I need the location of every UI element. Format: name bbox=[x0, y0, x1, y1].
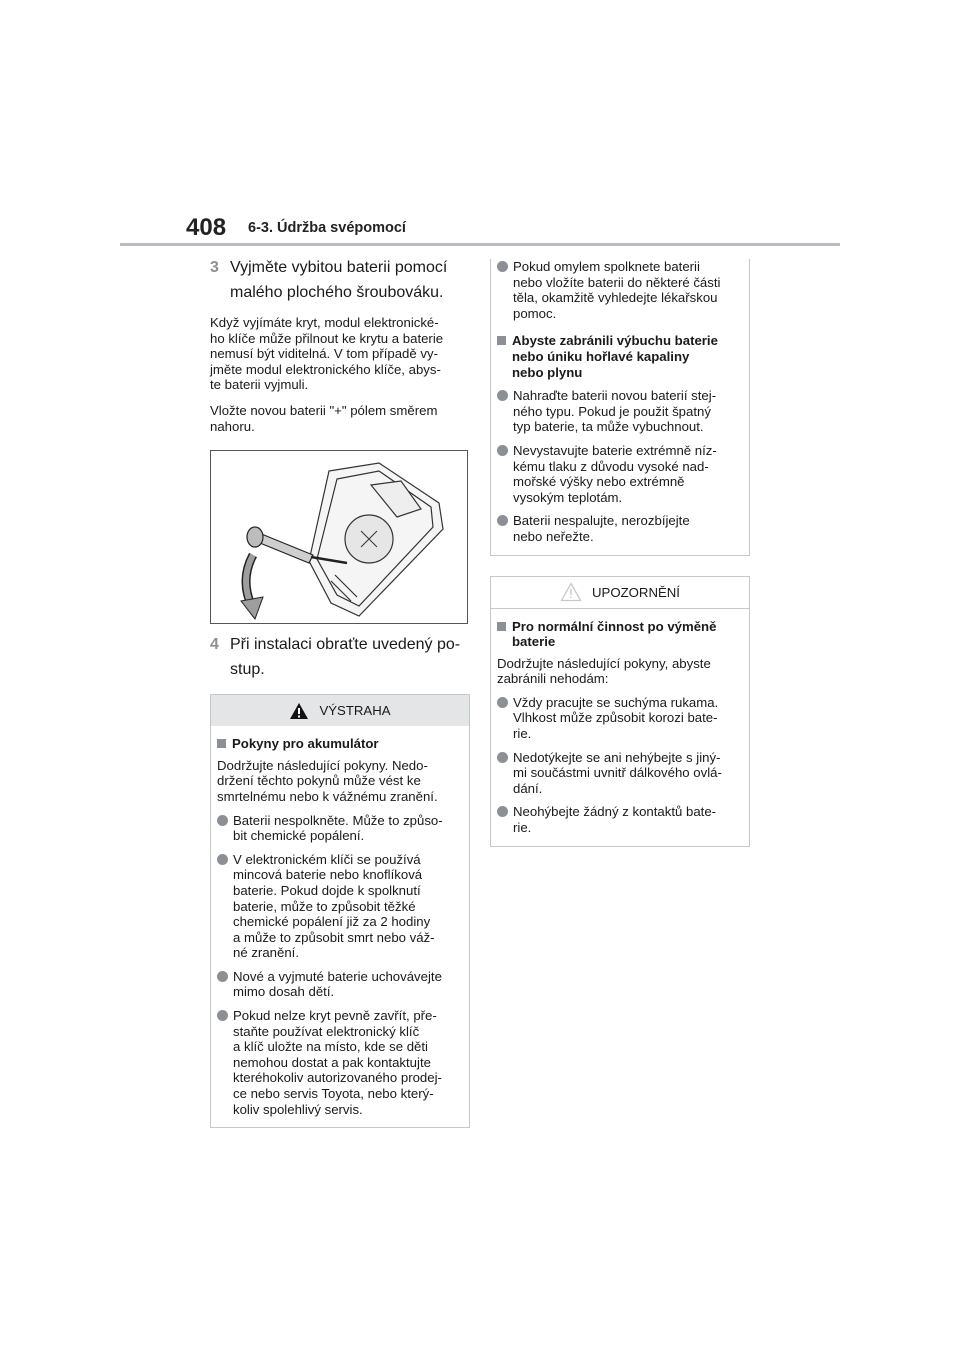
step-text: Při instalaci obraťte uvedený po- stup. bbox=[230, 636, 461, 679]
caution-header bbox=[491, 577, 749, 609]
list-item: Pokud nelze kryt pevně zavřít, pře- staňte používat elektronický klíč a klíč uložte na místo, kde se děti nemohou dostat a pak kontaktujte kteréhokoliv autorizovaného prodej- ce nebo servis Toyota, nebo který- koliv spolehlivý servis. bbox=[217, 1008, 459, 1117]
list-item: Nahraďte baterii novou baterií stej- ného typu. Pokud je použit špatný typ baterie, ta může vybuchnout. bbox=[497, 388, 739, 435]
square-bullet-icon bbox=[217, 739, 226, 748]
list-item: Pokud omylem spolknete baterii nebo vložíte baterii do některé části těla, okamžitě vyhledejte lékařskou pomoc. bbox=[497, 259, 739, 321]
paragraph-insert-battery: Vložte novou baterii "+" pólem směrem nahoru. bbox=[210, 402, 438, 434]
caution-triangle-icon bbox=[560, 582, 582, 602]
list-item: V elektronickém klíči se používá mincová baterie nebo knoflíková baterie. Pokud dojde k spolknutí baterie, může to způsobit těžké chemické popálení již za 2 hodiny a může to způsobit smrt nebo váž- né zranění. bbox=[217, 852, 459, 961]
right-column bbox=[490, 255, 750, 847]
section-title: 6-3. Údržba svépomocí bbox=[248, 220, 406, 236]
bullet-dot-icon bbox=[217, 971, 228, 982]
bullet-dot-icon bbox=[497, 445, 508, 456]
step-text: Vyjměte vybitou baterii pomocí malého plochého šroubováku. bbox=[230, 259, 448, 301]
warning-intro: Dodržujte následující pokyny. Nedo- držení těchto pokynů může vést ke smrtelnému nebo k vážnému zranění. bbox=[217, 757, 438, 804]
caution-box bbox=[490, 576, 750, 847]
step-4 bbox=[210, 632, 470, 682]
caution-title: UPOZORNĚNÍ bbox=[592, 584, 680, 600]
warning-triangle-icon bbox=[289, 702, 309, 720]
bullet-dot-icon bbox=[497, 390, 508, 401]
bullet-dot-icon bbox=[217, 1010, 228, 1021]
list-item: Baterii nespalujte, nerozbíjejte nebo neřežte. bbox=[497, 513, 739, 544]
bullet-dot-icon bbox=[217, 815, 228, 826]
bullet-dot-icon bbox=[497, 806, 508, 817]
step-number: 3 bbox=[210, 259, 219, 276]
bullet-dot-icon bbox=[497, 752, 508, 763]
list-item: Nedotýkejte se ani nehýbejte s jiný- mi součástmi uvnitř dálkového ovlá- dání. bbox=[497, 750, 739, 797]
header-rule bbox=[120, 243, 840, 246]
warning-box bbox=[210, 694, 470, 1128]
warning-title: VÝSTRAHA bbox=[319, 703, 391, 719]
rotation-arrow-icon bbox=[241, 555, 263, 619]
page-number: 408 bbox=[186, 214, 227, 241]
paragraph-key-module: Když vyjímáte kryt, modul elektronické- ho klíče může přilnout ke krytu a baterie nemusí být viditelná. V tom případě vy- jměte modul elektronického klíče, abys- te baterii vyjmuli. bbox=[210, 315, 444, 393]
list-item: Baterii nespolkněte. Může to způso- bit chemické popálení. bbox=[217, 813, 459, 844]
caution-intro: Dodržujte následující pokyny, abyste zabránili nehodám: bbox=[497, 655, 711, 687]
list-item: Vždy pracujte se suchýma rukama. Vlhkost může způsobit korozi bate- rie. bbox=[497, 695, 739, 742]
list-item: Neohýbejte žádný z kontaktů bate- rie. bbox=[497, 804, 739, 835]
step-3 bbox=[210, 255, 470, 305]
warning-box-continued bbox=[490, 259, 750, 556]
bullet-dot-icon bbox=[497, 261, 508, 272]
bullet-dot-icon bbox=[497, 515, 508, 526]
square-bullet-icon bbox=[497, 622, 506, 631]
warning-subheading: Abyste zabránili výbuchu baterie nebo úniku hořlavé kapaliny nebo plynu bbox=[497, 333, 739, 380]
warning-header bbox=[211, 695, 469, 726]
list-item: Nevystavujte baterie extrémně níz- kému tlaku z důvodu vysoké nad- mořské výšky nebo extrémně vysokým teplotám. bbox=[497, 443, 739, 505]
caution-subheading: Pro normální činnost po výměně baterie bbox=[497, 619, 739, 650]
bullet-dot-icon bbox=[217, 854, 228, 865]
list-item: Nové a vyjmuté baterie uchovávejte mimo dosah dětí. bbox=[217, 969, 459, 1000]
battery-removal-figure bbox=[210, 450, 468, 624]
bullet-dot-icon bbox=[497, 697, 508, 708]
square-bullet-icon bbox=[497, 336, 506, 345]
key-fob-illustration bbox=[211, 451, 467, 623]
warning-subheading: Pokyny pro akumulátor bbox=[217, 736, 459, 752]
step-number: 4 bbox=[210, 636, 219, 654]
left-column bbox=[210, 255, 470, 1128]
